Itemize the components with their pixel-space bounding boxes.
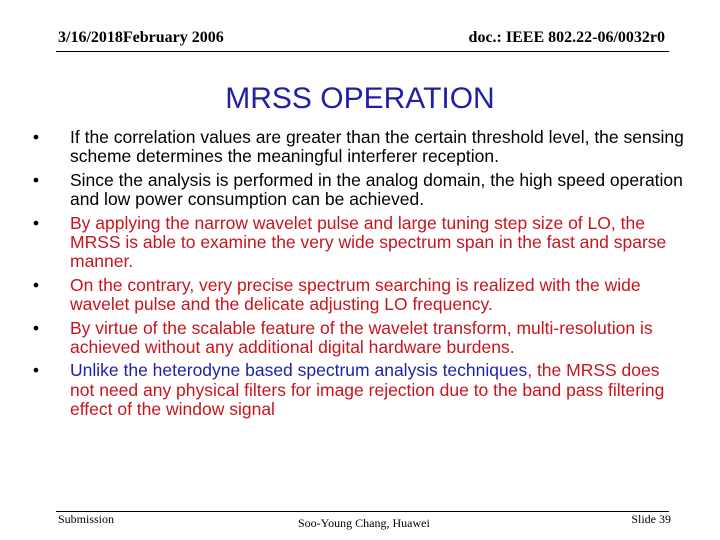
slide-title: MRSS OPERATION [225,82,495,115]
bullet-item-4 [28,276,688,315]
header-date: 3/16/2018February 2006 [58,29,224,46]
footer-submission: Submission [58,512,115,526]
bullet-text: By applying the narrow wavelet pulse and large tuning step size of LO, the MRSS is able to examine the very wide spectrum span in the fast and sparse manner. [70,212,667,272]
bullet-dot-icon: • [32,169,40,190]
footer-divider [56,511,669,512]
bullet-list [28,128,688,424]
bullet-dot-icon: • [32,127,40,147]
bullet-item-2 [28,171,688,210]
bullet-item-1 [28,128,688,167]
bullet-text: On the contrary, very precise spectrum searching is realized with the wide wavelet pulse and the delicate adjusting LO frequency. [70,274,641,315]
bullet-dot-icon: • [32,360,40,381]
bullet-dot-icon: • [32,212,40,233]
header-divider [56,51,669,52]
bullet-item-6 [28,361,688,419]
bullet-dot-icon: • [32,274,40,295]
bullet-item-5 [28,319,688,358]
bullet-text: Since the analysis is performed in the analog domain, the high speed operation and low power consumption can be achieved. [70,169,683,210]
bullet-item-3 [28,214,688,272]
bullet-text-blue: Unlike the heterodyne based spectrum analysis techniques [70,360,528,381]
bullet-text: If the correlation values are greater than the certain threshold level, the sensing scheme determines the meaningful interferer reception. [70,127,684,167]
footer-slide-number: Slide 39 [631,512,671,526]
header-doc-id: doc.: IEEE 802.22-06/0032r0 [468,29,665,46]
bullet-dot-icon: • [32,317,40,338]
footer-author: Soo-Young Chang, Huawei [298,516,430,530]
bullet-text-red: , the MRSS does not need any physical filters for image rejection due to the band pass filtering effect of the window signal [70,360,665,420]
bullet-text: By virtue of the scalable feature of the wavelet transform, multi-resolution is achieved without any additional digital hardware burdens. [70,317,653,358]
